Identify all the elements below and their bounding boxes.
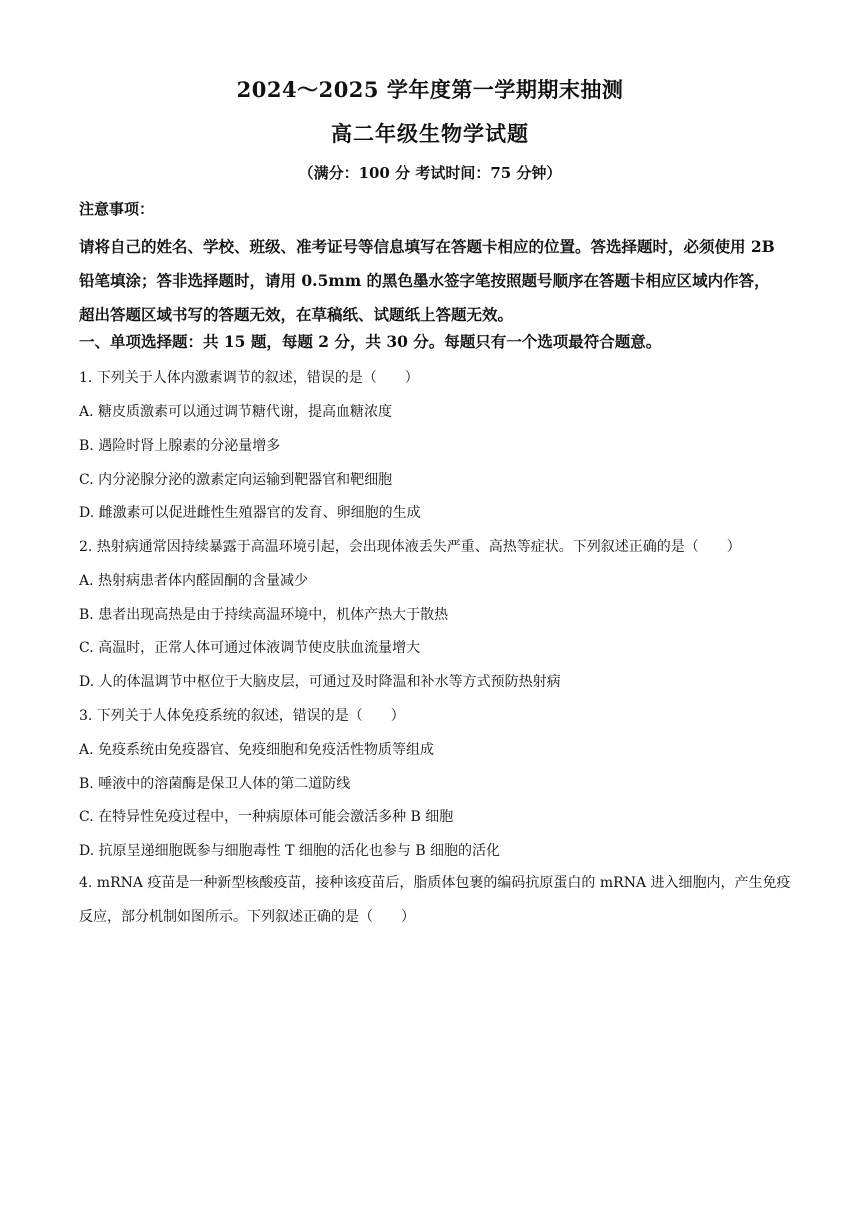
exam-title: 2024～2025 学年度第一学期期末抽测 bbox=[236, 77, 624, 102]
question-1-option-b: B. 遇险时肾上腺素的分泌量增多 bbox=[79, 438, 281, 454]
question-2-option-c: C. 高温时，正常人体可通过体液调节使皮肤血流量增大 bbox=[79, 640, 421, 656]
section-heading: 一、单项选择题：共 15 题，每题 2 分，共 30 分。每题只有一个选项最符合题意。 bbox=[79, 332, 662, 351]
question-3-option-b: B. 唾液中的溶菌酶是保卫人体的第二道防线 bbox=[79, 776, 351, 792]
question-2-option-d: D. 人的体温调节中枢位于大脑皮层，可通过及时降温和补水等方式预防热射病 bbox=[79, 674, 561, 690]
notes-heading: 注意事项： bbox=[79, 200, 155, 218]
question-1-stem: 1. 下列关于人体内激素调节的叙述，错误的是（ ） bbox=[79, 370, 419, 386]
question-2-option-a: A. 热射病患者体内醛固酮的含量减少 bbox=[79, 573, 309, 589]
question-3-stem: 3. 下列关于人体免疫系统的叙述，错误的是（ ） bbox=[79, 708, 405, 724]
question-1-option-d: D. 雌激素可以促进雌性生殖器官的发育、卵细胞的生成 bbox=[79, 505, 421, 521]
notes-body: 请将自己的姓名、学校、班级、准考证号等信息填写在答题卡相应的位置。答选择题时，必须使用 2B 铅笔填涂；答非选择题时，请用 0.5mm 的黑色墨水签字笔按照题号顺序在答题卡相应区域内作答，超出答题区域书写的答题无效，在草稿纸、试题纸上答题无效。 bbox=[79, 237, 775, 324]
question-3-option-a: A. 免疫系统由免疫器官、免疫细胞和免疫活性物质等组成 bbox=[79, 742, 435, 758]
question-3-option-c: C. 在特异性免疫过程中，一种病原体可能会激活多种 B 细胞 bbox=[79, 809, 454, 825]
question-1-option-a: A. 糖皮质激素可以通过调节糖代谢，提高血糖浓度 bbox=[79, 404, 393, 420]
exam-subject-title: 高二年级生物学试题 bbox=[331, 121, 529, 146]
question-2-option-b: B. 患者出现高热是由于持续高温环境中，机体产热大于散热 bbox=[79, 607, 449, 623]
question-3-option-d: D. 抗原呈递细胞既参与细胞毒性 T 细胞的活化也参与 B 细胞的活化 bbox=[79, 843, 501, 859]
question-4-stem: 4. mRNA 疫苗是一种新型核酸疫苗，接种该疫苗后，脂质体包裹的编码抗原蛋白的 mRNA 进入细胞内，产生免疫反应，部分机制如图所示。下列叙述正确的是（ ） bbox=[79, 875, 791, 925]
question-1-option-c: C. 内分泌腺分泌的激素定向运输到靶器官和靶细胞 bbox=[79, 472, 393, 488]
question-2-stem: 2. 热射病通常因持续暴露于高温环境引起，会出现体液丢失严重、高热等症状。下列叙述正确的是（ ） bbox=[79, 539, 741, 555]
exam-score-time: （满分：100 分 考试时间：75 分钟） bbox=[298, 164, 562, 182]
